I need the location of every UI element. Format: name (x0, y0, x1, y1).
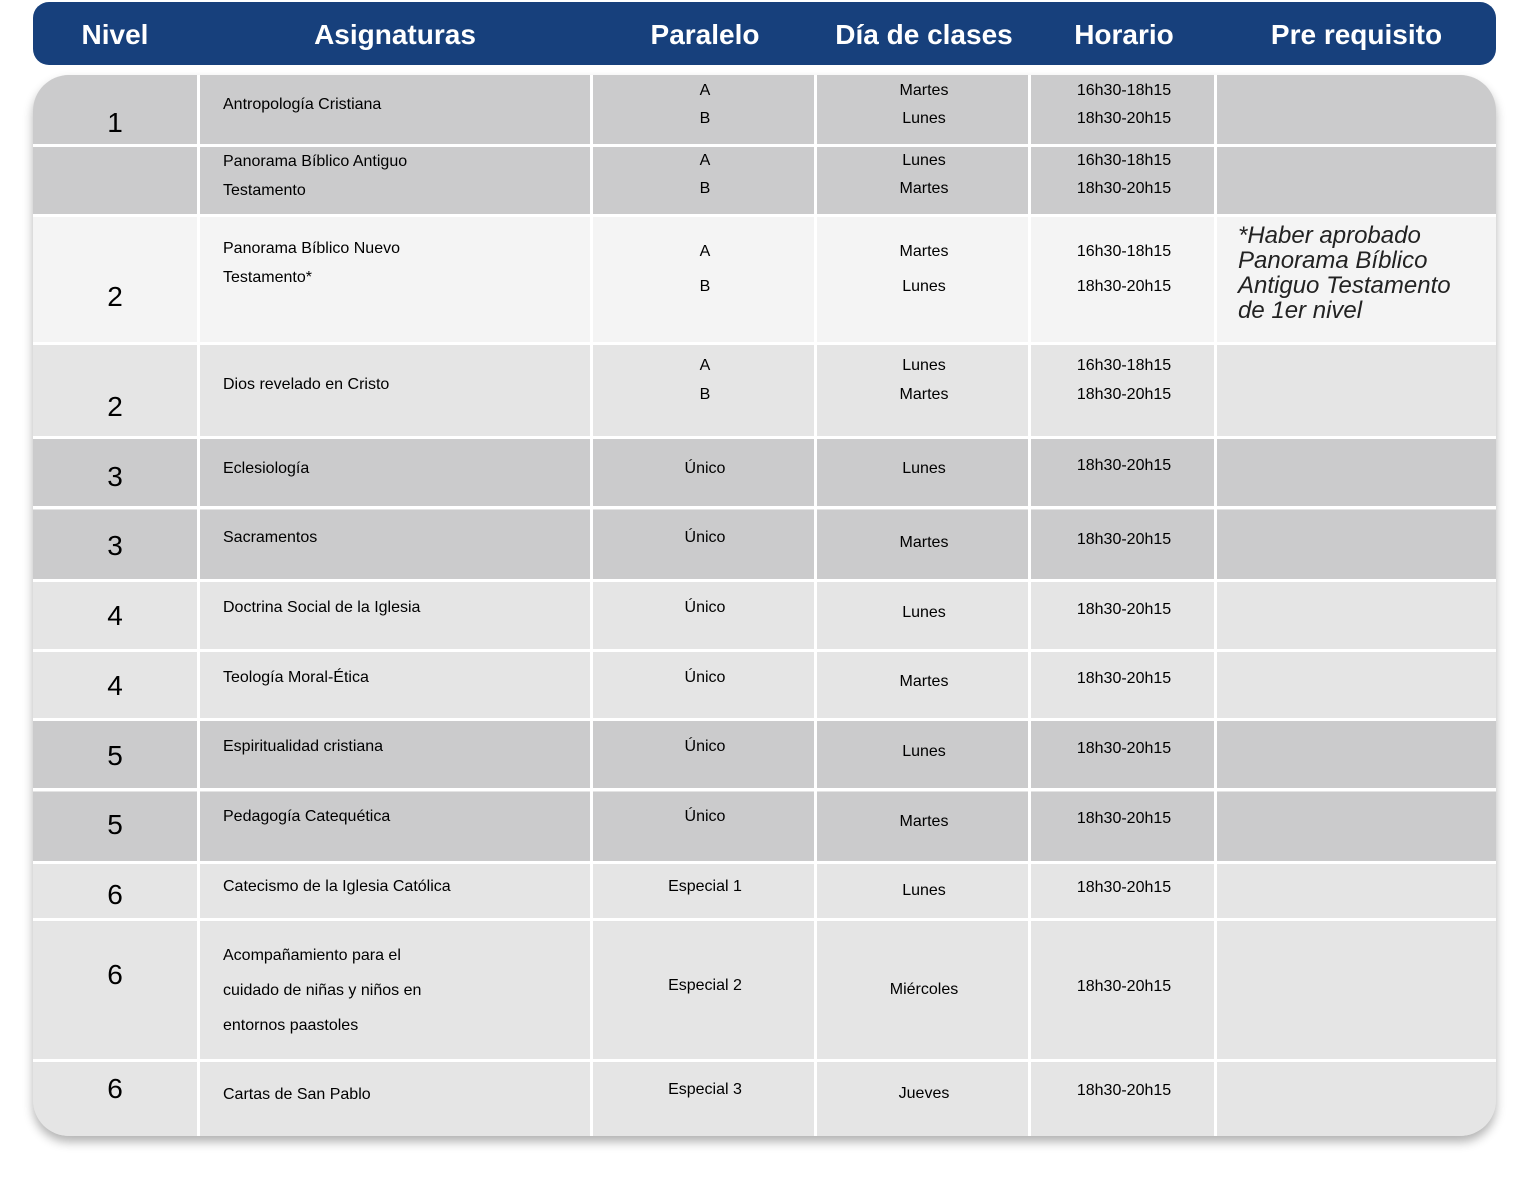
row-divider (33, 579, 1496, 582)
nivel-cell: 5 (107, 740, 123, 771)
hor-text: 18h30-20h15 (1076, 457, 1172, 474)
table-row (33, 650, 1496, 719)
hor-text: 18h30-20h15 (1076, 978, 1172, 995)
par-text: Único (684, 669, 726, 686)
column-divider (814, 75, 817, 1136)
header-paralelo: Paralelo (650, 19, 760, 50)
nivel-cell: 6 (107, 959, 123, 990)
dia-text: Martes (899, 813, 949, 830)
hor-text: 18h30-20h15 (1076, 879, 1172, 896)
dia-text: Jueves (898, 1085, 950, 1102)
table-row (33, 145, 1496, 215)
hor-text: 18h30-20h15 (1076, 1082, 1172, 1099)
par-text: Único (684, 808, 726, 825)
row-divider (33, 649, 1496, 652)
asig-text: Panorama Bíblico Antiguo (223, 153, 408, 170)
asig-text: Catecismo de la Iglesia Católica (223, 878, 451, 895)
hor-text: 18h30-20h15 (1076, 110, 1172, 127)
prerequisito-note: Panorama Bíblico (1238, 247, 1428, 274)
par-text: Especial 2 (668, 977, 742, 994)
dia-text: Martes (899, 386, 949, 403)
par-text: Único (684, 460, 726, 477)
asig-text: Panorama Bíblico Nuevo (223, 240, 400, 257)
hor-text: 18h30-20h15 (1076, 386, 1172, 403)
par-text: A (699, 357, 711, 374)
row-divider (33, 144, 1496, 147)
hor-text: 18h30-20h15 (1076, 180, 1172, 197)
nivel-cell: 6 (107, 1073, 123, 1104)
par-text: Único (684, 738, 726, 755)
dia-text: Lunes (902, 152, 946, 169)
asig-text: entornos paastoles (223, 1017, 359, 1034)
asig-text: Sacramentos (223, 529, 318, 546)
row-divider (33, 506, 1496, 509)
dia-text: Lunes (902, 882, 946, 899)
par-text: A (699, 82, 711, 99)
asig-text: Eclesiología (223, 460, 310, 477)
column-divider (1028, 75, 1031, 1136)
par-text: Especial 1 (668, 878, 742, 895)
row-divider (33, 861, 1496, 864)
hor-text: 18h30-20h15 (1076, 278, 1172, 295)
table-header (33, 2, 1496, 65)
column-divider (590, 75, 593, 1136)
row-divider (33, 214, 1496, 217)
table-row (33, 792, 1496, 862)
nivel-cell: 5 (107, 809, 123, 840)
header-pre-requisito: Pre requisito (1270, 19, 1443, 50)
header-asignaturas: Asignaturas (314, 19, 476, 50)
par-text: B (699, 278, 711, 295)
table-row (33, 437, 1496, 506)
header-horario: Horario (1074, 19, 1174, 50)
asig-text: Dios revelado en Cristo (223, 376, 390, 393)
table-row (33, 343, 1496, 437)
asig-text: Testamento* (223, 269, 312, 286)
row-divider (33, 788, 1496, 791)
asig-text: Acompañamiento para el (223, 947, 401, 964)
table-row (33, 1063, 1496, 1136)
dia-text: Lunes (902, 604, 946, 621)
par-text: B (699, 386, 711, 403)
asig-text: Teología Moral-Ética (223, 669, 369, 686)
dia-text: Martes (899, 180, 949, 197)
table-row (33, 580, 1496, 650)
hor-text: 16h30-18h15 (1076, 152, 1172, 169)
nivel-cell: 4 (107, 670, 123, 701)
table-row (33, 719, 1496, 789)
row-divider (33, 436, 1496, 439)
dia-text: Martes (899, 82, 949, 99)
dia-text: Lunes (902, 110, 946, 127)
nivel-cell: 4 (107, 600, 123, 631)
column-divider (1214, 75, 1217, 1136)
hor-text: 18h30-20h15 (1076, 740, 1172, 757)
hor-text: 18h30-20h15 (1076, 601, 1172, 618)
par-text: Único (684, 599, 726, 616)
nivel-cell: 2 (107, 391, 123, 422)
header-nivel: Nivel (81, 19, 149, 50)
hor-text: 18h30-20h15 (1076, 670, 1172, 687)
hor-text: 16h30-18h15 (1076, 82, 1172, 99)
dia-text: Lunes (902, 278, 946, 295)
nivel-cell: 2 (107, 281, 123, 312)
prerequisito-note: *Haber aprobado (1238, 222, 1421, 249)
nivel-cell: 1 (107, 107, 123, 138)
dia-text: Lunes (902, 460, 946, 477)
hor-text: 16h30-18h15 (1076, 357, 1172, 374)
table-row (33, 75, 1496, 145)
nivel-cell: 6 (107, 879, 123, 910)
dia-text: Martes (899, 673, 949, 690)
row-divider (33, 918, 1496, 921)
column-divider (197, 75, 200, 1136)
table-row (33, 215, 1496, 343)
table-row (33, 862, 1496, 919)
par-text: A (699, 243, 711, 260)
row-divider (33, 718, 1496, 721)
dia-text: Martes (899, 534, 949, 551)
asig-text: Cartas de San Pablo (223, 1086, 371, 1103)
hor-text: 18h30-20h15 (1076, 531, 1172, 548)
row-divider (33, 342, 1496, 345)
asig-text: Antropología Cristiana (223, 96, 382, 113)
dia-text: Lunes (902, 357, 946, 374)
asig-text: cuidado de niñas y niños en (223, 982, 422, 999)
prerequisito-note: Antiguo Testamento (1238, 272, 1451, 299)
par-text: Único (684, 529, 726, 546)
schedule-table (33, 75, 1496, 1136)
asig-text: Doctrina Social de la Iglesia (223, 599, 421, 616)
nivel-cell: 3 (107, 530, 123, 561)
par-text: A (699, 152, 711, 169)
table-row (33, 922, 1496, 1060)
hor-text: 18h30-20h15 (1076, 810, 1172, 827)
dia-text: Lunes (902, 743, 946, 760)
dia-text: Miércoles (889, 981, 959, 998)
table-row (33, 510, 1496, 580)
par-text: Especial 3 (668, 1081, 742, 1098)
hor-text: 16h30-18h15 (1076, 243, 1172, 260)
nivel-cell: 3 (107, 461, 123, 492)
par-text: B (699, 110, 711, 127)
prerequisito-note: de 1er nivel (1238, 297, 1363, 324)
asig-text: Pedagogía Catequética (223, 808, 391, 825)
row-divider (33, 1059, 1496, 1062)
dia-text: Martes (899, 243, 949, 260)
asig-text: Espiritualidad cristiana (223, 738, 384, 755)
par-text: B (699, 180, 711, 197)
header-dia-de-clases: Día de clases (835, 19, 1013, 50)
asig-text: Testamento (223, 182, 306, 199)
